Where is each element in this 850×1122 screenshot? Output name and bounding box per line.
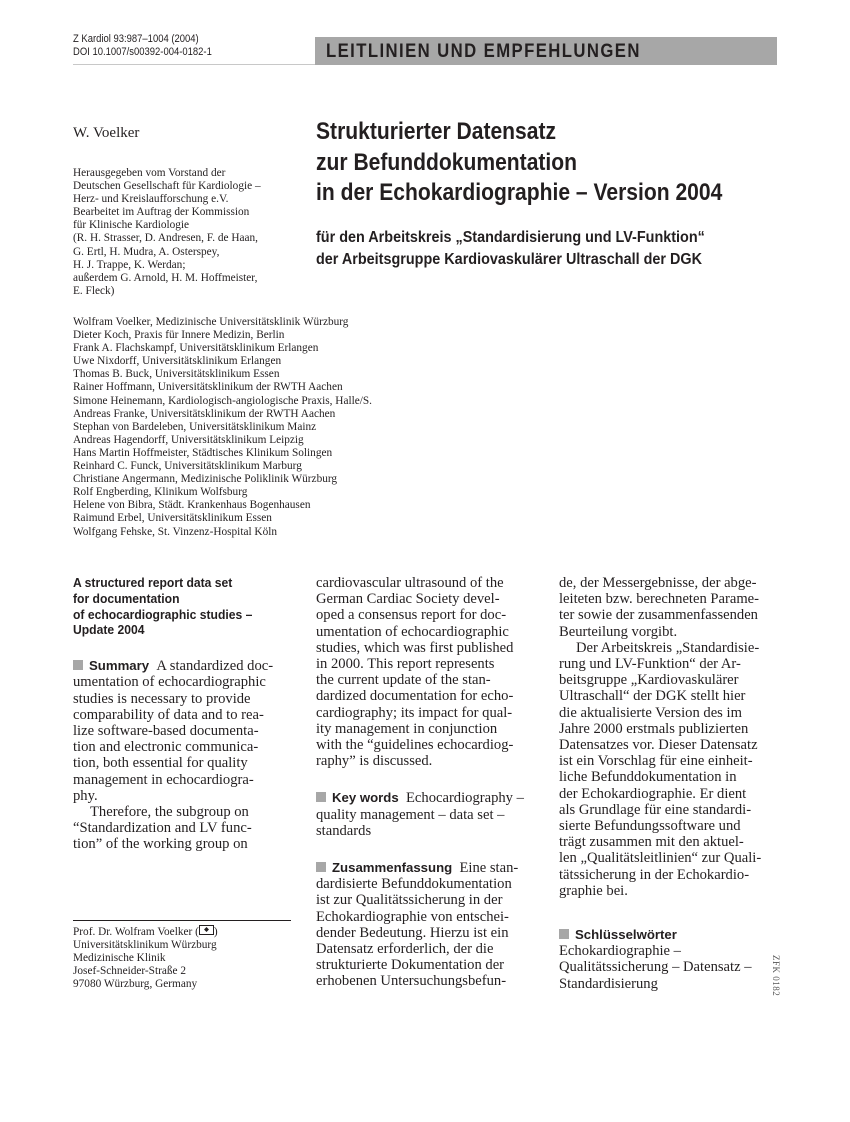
editorial-note-line: für Klinische Kardiologie xyxy=(73,219,190,232)
author-entry: Hans Martin Hoffmeister, Städtisches Klinikum Solingen xyxy=(73,446,333,459)
zusammenfassung-line: der Echokardiographie. Er dient xyxy=(559,785,747,802)
side-code: ZFK 0182 xyxy=(771,955,781,997)
schluesselwoerter xyxy=(559,927,789,992)
zusammenfassung-line: tätssicherung in der Echokardio- xyxy=(559,866,750,883)
summary-line: in 2000. This report represents xyxy=(316,656,495,673)
author-entry: Wolfram Voelker, Medizinische Universitätsklinik Würzburg xyxy=(73,316,349,328)
abstract-column-3 xyxy=(559,575,789,992)
editorial-note-line: außerdem G. Arnold, H. M. Hoffmeister, xyxy=(73,271,258,284)
abstract-column-1 xyxy=(73,575,303,853)
zusammenfassung-line: Beurteilung vorgibt. xyxy=(559,623,678,640)
zusammenfassung-line: ist ein Vorschlag für eine einheit- xyxy=(559,753,753,770)
summary-line: studies is necessary to provide xyxy=(73,690,251,707)
article-subtitle xyxy=(316,227,705,271)
schluesselwoerter-heading: Schlüsselwörter xyxy=(575,927,677,943)
key-words-line: quality management – data set – xyxy=(316,806,505,823)
editorial-note-line: Herz- und Kreislaufforschung e.V. xyxy=(73,193,229,206)
abstract-column-2 xyxy=(316,575,546,990)
summary-line: raphy” is discussed. xyxy=(316,753,433,770)
editorial-note-line: Deutschen Gesellschaft für Kardiologie – xyxy=(73,180,261,193)
zusammenfassung-line: Der Arbeitskreis „Standardisie- xyxy=(576,639,760,656)
zusammenfassung-line: Ultraschall“ der DGK stellt hier xyxy=(559,688,746,705)
editorial-note-line: Bearbeitet im Auftrag der Kommission xyxy=(73,206,250,219)
journal-citation: Z Kardiol 93:987–1004 (2004) xyxy=(73,33,199,45)
article-title-line: in der Echokardiographie – Version 2004 xyxy=(316,179,723,206)
summary-line: A standardized doc- xyxy=(156,658,274,675)
summary-line: comparability of data and to rea- xyxy=(73,706,264,723)
author-entry: Raimund Erbel, Universitätsklinikum Essen xyxy=(73,512,272,525)
zusammenfassung-line: de, der Messergebnisse, der abge- xyxy=(559,575,757,591)
author-entry: Wolfgang Fehske, St. Vinzenz-Hospital Köln xyxy=(73,525,278,538)
author-entry: Stephan von Bardeleben, Universitätsklinikum Mainz xyxy=(73,420,317,433)
zusammenfassung-line: Eine stan- xyxy=(459,860,519,877)
key-words-heading: Key words xyxy=(332,790,399,806)
section-marker-icon xyxy=(316,862,326,872)
author-entry: Christiane Angermann, Medizinische Poliklinik Würzburg xyxy=(73,473,338,486)
english-title-line: for documentation xyxy=(73,590,180,606)
schluesselwoerter-line: Qualitätssicherung – Datensatz – xyxy=(559,959,752,976)
zusammenfassung-line: Datensatzes vor. Dieser Datensatz xyxy=(559,737,758,754)
zusammenfassung-line: graphie bei. xyxy=(559,882,628,899)
zusammenfassung-line: als Grundlage für eine standardi- xyxy=(559,801,752,818)
summary-line: studies, which was first published xyxy=(316,639,514,656)
schluesselwoerter-line: Echokardiographie – xyxy=(559,943,681,960)
summary-line: tion” of the working group on xyxy=(73,836,248,853)
address-line: Medizinische Klinik xyxy=(73,952,166,965)
summary-line: German Cardiac Society devel- xyxy=(316,591,500,608)
summary-line: with the “guidelines echocardiog- xyxy=(316,737,514,754)
lead-author: W. Voelker xyxy=(73,125,140,141)
summary-line: phy. xyxy=(73,787,98,804)
zusammenfassung-line: rung und LV-Funktion“ der Ar- xyxy=(559,656,741,673)
summary-line: management in echocardiogra- xyxy=(73,771,254,788)
article-title-line: Strukturierter Datensatz xyxy=(316,118,557,145)
doi: DOI 10.1007/s00392-004-0182-1 xyxy=(73,46,212,58)
english-title-line: Update 2004 xyxy=(73,622,145,638)
correspondence-name: Prof. Dr. Wolfram Voelker ( xyxy=(73,926,199,938)
key-words-line: Echocardiography – xyxy=(406,790,524,807)
english-title-line: A structured report data set xyxy=(73,575,233,590)
editorial-note-line: G. Ertl, H. Mudra, A. Osterspey, xyxy=(73,245,220,258)
author-entry: Uwe Nixdorff, Universitätsklinikum Erlangen xyxy=(73,355,282,368)
section-banner xyxy=(315,37,777,65)
header-divider xyxy=(73,64,315,65)
zusammenfassung-line: erhobenen Untersuchungsbefun- xyxy=(316,973,507,990)
zusammenfassung-line: len „Qualitätsleitlinien“ zur Quali- xyxy=(559,850,762,867)
author-entry: Rainer Hoffmann, Universitätsklinikum der RWTH Aachen xyxy=(73,381,343,394)
summary-continued xyxy=(316,575,546,769)
author-entry: Helene von Bibra, Städt. Krankenhaus Bogenhausen xyxy=(73,499,311,512)
zusammenfassung-line: Jahre 2000 erstmals publizierten xyxy=(559,720,749,737)
author-list xyxy=(73,316,372,539)
envelope-icon xyxy=(199,925,214,935)
section-banner-label: LEITLINIEN UND EMPFEHLUNGEN xyxy=(326,41,641,62)
zusammenfassung-line: ist zur Qualitätssicherung in der xyxy=(316,892,503,909)
summary-line: tion and electronic communica- xyxy=(73,739,259,756)
author-entry: Andreas Hagendorff, Universitätsklinikum Leipzig xyxy=(73,433,304,446)
zusammenfassung-line: beitsgruppe „Kardiovaskulärer xyxy=(559,672,739,689)
editorial-note-line: E. Fleck) xyxy=(73,284,115,297)
key-words xyxy=(316,790,546,839)
english-title xyxy=(73,575,285,638)
correspondence-paren: ) xyxy=(213,926,218,938)
zusammenfassung-line: die aktualisierte Version des im xyxy=(559,704,742,721)
zusammenfassung-line: liche Befunddokumentation in xyxy=(559,769,737,786)
journal-reference xyxy=(73,33,212,59)
summary-line: the current update of the stan- xyxy=(316,672,491,689)
editorial-note xyxy=(73,167,313,298)
zusammenfassung-line: leiteten bzw. berechneten Parame- xyxy=(559,591,760,608)
address-line: Universitätsklinikum Würzburg xyxy=(73,939,217,952)
summary-line: lize software-based documenta- xyxy=(73,723,259,739)
summary-line: umentation of echocardiographic xyxy=(73,674,266,691)
summary-line: oped a consensus report for doc- xyxy=(316,607,507,624)
author-entry: Rolf Engberding, Klinikum Wolfsburg xyxy=(73,486,248,499)
address-line: Josef-Schneider-Straße 2 xyxy=(73,965,187,978)
zusammenfassung-line: strukturierte Dokumentation der xyxy=(316,957,505,974)
zusammenfassung-line: trägt zusammen mit den aktuel- xyxy=(559,834,744,851)
summary-line: cardiography; its impact for qual- xyxy=(316,704,513,721)
summary-line: dardized documentation for echo- xyxy=(316,688,514,705)
article-subtitle-line: für den Arbeitskreis „Standardisierung und LV-Funktion“ xyxy=(316,229,705,246)
zusammenfassung-line: sierte Befundungssoftware und xyxy=(559,818,741,835)
editorial-note-line: Herausgegeben vom Vorstand der xyxy=(73,167,226,179)
author-entry: Reinhard C. Funck, Universitätsklinikum Marburg xyxy=(73,460,302,473)
editorial-note-line: (R. H. Strasser, D. Andresen, F. de Haan, xyxy=(73,232,259,245)
article-subtitle-line: der Arbeitsgruppe Kardiovaskulärer Ultraschall der DGK xyxy=(316,251,702,268)
schluesselwoerter-line: Standardisierung xyxy=(559,975,658,992)
address-line: 97080 Würzburg, Germany xyxy=(73,978,198,991)
zusammenfassung-line: Datensatz erforderlich, der die xyxy=(316,941,494,958)
author-entry: Frank A. Flachskampf, Universitätsklinikum Erlangen xyxy=(73,342,319,355)
article-title xyxy=(316,117,722,209)
author-entry: Simone Heinemann, Kardiologisch-angiologische Praxis, Halle/S. xyxy=(73,394,372,407)
zusammenfassung-line: ter sowie der zusammenfassenden xyxy=(559,607,758,624)
zusammenfassung-line: Echokardiographie von entschei- xyxy=(316,908,509,925)
zusammenfassung-heading: Zusammenfassung xyxy=(332,860,453,876)
author-entry: Thomas B. Buck, Universitätsklinikum Essen xyxy=(73,368,280,381)
footnote-divider xyxy=(73,920,291,921)
section-marker-icon xyxy=(73,660,83,670)
zusammenfassung xyxy=(316,860,546,990)
author-entry: Dieter Koch, Praxis für Innere Medizin, Berlin xyxy=(73,329,285,342)
author-entry: Andreas Franke, Universitätsklinikum der RWTH Aachen xyxy=(73,407,336,420)
section-marker-icon xyxy=(559,929,569,939)
correspondence-address xyxy=(73,925,218,991)
article-title-line: zur Befunddokumentation xyxy=(316,148,578,176)
zusammenfassung-line: dender Bedeutung. Hierzu ist ein xyxy=(316,924,509,941)
summary-line: Therefore, the subgroup on xyxy=(90,804,249,821)
editorial-note-line: H. J. Trappe, K. Werdan; xyxy=(73,258,186,271)
summary-line: cardiovascular ultrasound of the xyxy=(316,575,504,591)
summary-line: umentation of echocardiographic xyxy=(316,623,509,640)
zusammenfassung-line: dardisierte Befunddokumentation xyxy=(316,876,512,893)
zusammenfassung-continued xyxy=(559,575,789,899)
english-title-line: of echocardiographic studies – xyxy=(73,606,253,622)
summary-line: tion, both essential for quality xyxy=(73,755,248,772)
summary-line: “Standardization and LV func- xyxy=(73,820,252,837)
key-words-line: standards xyxy=(316,822,372,839)
summary-line: ity management in conjunction xyxy=(316,720,498,737)
summary-paragraph xyxy=(73,658,303,852)
summary-heading: Summary xyxy=(89,658,150,674)
section-marker-icon xyxy=(316,792,326,802)
